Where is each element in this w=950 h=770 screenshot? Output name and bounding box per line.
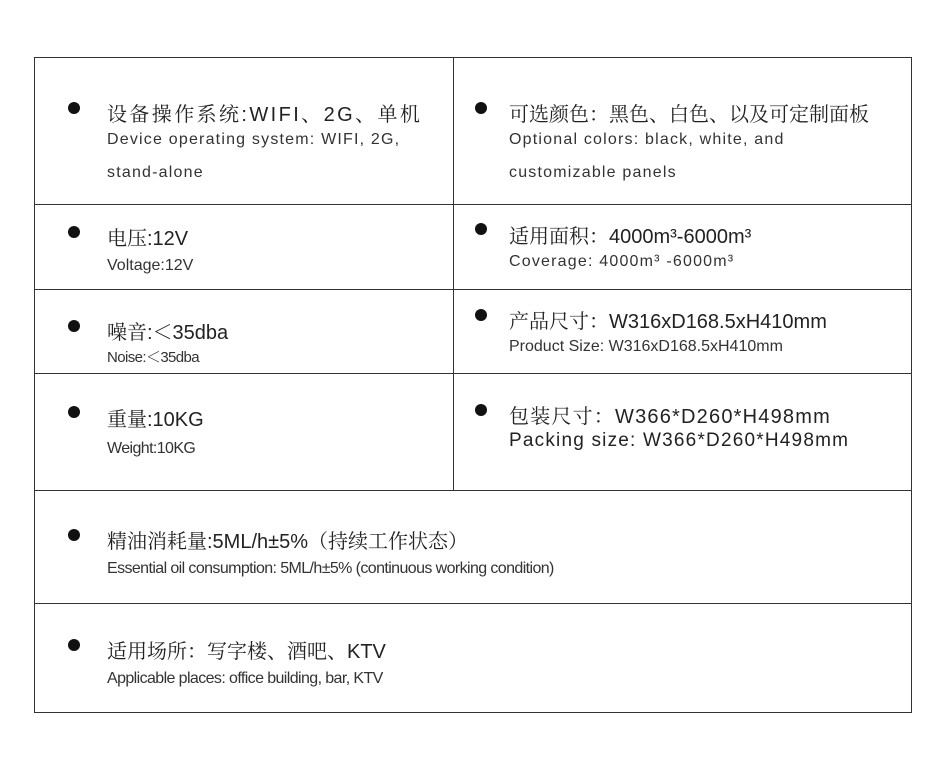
spec-cell-packing-size <box>453 373 911 490</box>
spec-oil-zh: 精油消耗量:5ML/h±5%（持续工作状态） <box>107 531 469 553</box>
spec-weight-en: Weight:10KG <box>107 440 196 457</box>
spec-weight-zh: 重量:10KG <box>107 409 204 431</box>
spec-coverage-en: Coverage: 4000m³ -6000m³ <box>509 253 735 270</box>
spec-colors-en-line1: Optional colors: black, white, and <box>509 131 785 148</box>
bullet-icon <box>68 639 80 651</box>
spec-colors-zh: 可选颜色：黑色、白色、以及可定制面板 <box>509 104 869 126</box>
spec-cell-os <box>35 58 453 204</box>
bullet-icon <box>475 309 487 321</box>
spec-table <box>34 57 912 713</box>
spec-os-en-line2: stand-alone <box>107 164 204 181</box>
spec-noise-zh: 噪音:＜35dba <box>107 322 229 344</box>
spec-oil-en: Essential oil consumption: 5ML/h±5% (continuous working condition) <box>107 560 554 577</box>
spec-cell-places <box>35 603 911 712</box>
spec-places-en: Applicable places: office building, bar, KTV <box>107 670 383 687</box>
bullet-icon <box>68 102 80 114</box>
spec-coverage-zh: 适用面积：4000m³-6000m³ <box>509 226 752 248</box>
bullet-icon <box>475 223 487 235</box>
bullet-icon <box>475 404 487 416</box>
bullet-icon <box>68 320 80 332</box>
bullet-icon <box>68 226 80 238</box>
spec-packing-size-en: Packing size: W366*D260*H498mm <box>509 430 850 451</box>
spec-cell-noise <box>35 289 453 373</box>
spec-cell-colors <box>453 58 911 204</box>
spec-cell-oil <box>35 490 911 603</box>
bullet-icon <box>68 406 80 418</box>
spec-noise-en: Noise:＜35dba <box>107 349 200 366</box>
spec-cell-coverage <box>453 204 911 289</box>
spec-os-zh: 设备操作系统:WIFI、2G、单机 <box>107 104 423 126</box>
spec-voltage-zh: 电压:12V <box>107 228 189 250</box>
spec-packing-size-zh: 包装尺寸：W366*D260*H498mm <box>509 406 831 428</box>
spec-colors-en-line2: customizable panels <box>509 164 677 181</box>
spec-voltage-en: Voltage:12V <box>107 257 194 274</box>
spec-product-size-zh: 产品尺寸：W316xD168.5xH410mm <box>509 311 827 333</box>
spec-os-en-line1: Device operating system: WIFI, 2G, <box>107 131 401 148</box>
spec-cell-voltage <box>35 204 453 289</box>
bullet-icon <box>68 529 80 541</box>
bullet-icon <box>475 102 487 114</box>
spec-cell-product-size <box>453 289 911 373</box>
spec-product-size-en: Product Size: W316xD168.5xH410mm <box>509 338 783 355</box>
spec-places-zh: 适用场所：写字楼、酒吧、KTV <box>107 641 386 663</box>
spec-cell-weight <box>35 373 453 490</box>
